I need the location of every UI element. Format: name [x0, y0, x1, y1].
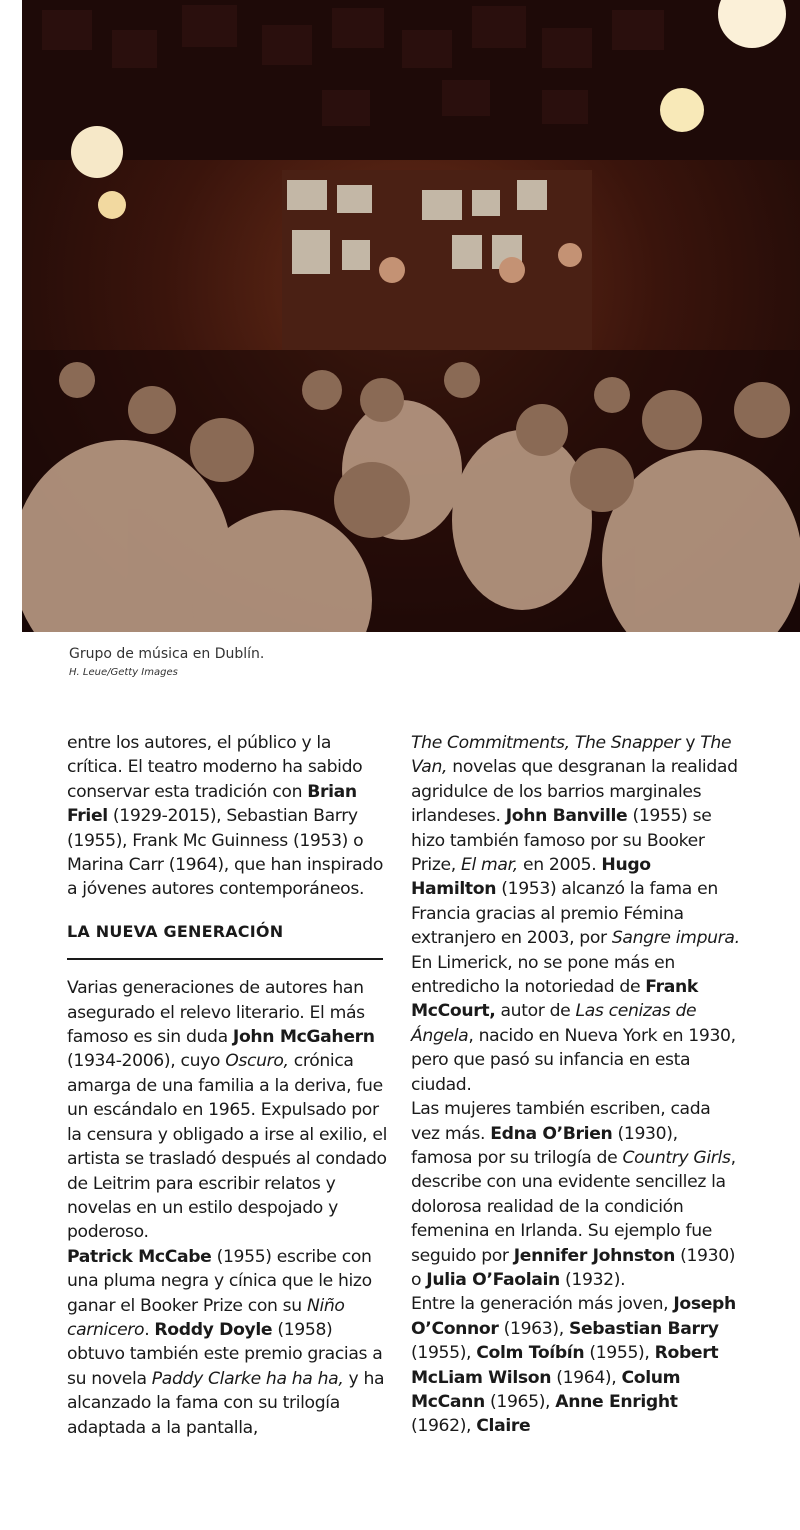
text-run: Varias generaciones de autores han asegurado el relevo literario. El más famoso es sin duda	[67, 978, 365, 1048]
author-name: Roddy Doyle	[154, 1319, 273, 1340]
author-name: Sebastian Barry	[568, 1318, 719, 1339]
text-run: (1934-2006), cuyo	[67, 1051, 226, 1072]
book-title: The Van,	[411, 733, 732, 778]
pub-scene-illustration	[22, 0, 800, 632]
text-run: (1965),	[484, 1391, 556, 1412]
text-run: (1958) obtuvo también este premio gracias a su novela	[67, 1319, 383, 1389]
text-run: Entre la generación más joven,	[411, 1294, 674, 1315]
book-title: Niño carnicero	[67, 1295, 345, 1340]
author-name: Frank McCourt,	[411, 977, 698, 1022]
author-name: John Banville	[505, 806, 628, 827]
paragraph	[411, 1097, 741, 1292]
text-run: (1930) o	[411, 1245, 736, 1290]
author-name: Patrick McCabe	[67, 1246, 212, 1267]
book-title: Country Girls	[622, 1147, 731, 1168]
photo-caption: Grupo de música en Dublín.	[69, 646, 265, 662]
author-name: Colm Toíbín	[476, 1343, 585, 1364]
author-name: Hugo Hamilton	[411, 855, 651, 900]
section-heading: LA NUEVA GENERACIÓN	[67, 920, 383, 960]
book-title: Sangre impura.	[611, 928, 740, 949]
text-run: , describe con una evidente sencillez la dolorosa realidad de la condición femenina en Irlanda. Su ejemplo fue seguido por	[411, 1147, 736, 1266]
paragraph	[67, 1245, 389, 1440]
text-run: (1953) alcanzó la fama en Francia gracias al premio Fémina extranjero en 2003, por	[411, 879, 718, 949]
author-name: Jennifer Johnston	[513, 1245, 675, 1266]
author-name: Claire	[476, 1416, 531, 1437]
text-run: crónica amarga de una familia a la deriva, fue un escándalo en 1965. Expulsado por la censura y obligado a irse al exilio, el artista se trasladó después al condado de Leitrim para escribir relatos y novelas en un estilo despojado y poderoso.	[67, 1051, 388, 1243]
text-run: (1964),	[551, 1367, 622, 1388]
author-name: Anne Enright	[555, 1391, 678, 1412]
text-run: (1963),	[498, 1318, 569, 1339]
text-run: (1932).	[559, 1269, 626, 1290]
book-title: Paddy Clarke ha ha ha,	[151, 1368, 344, 1389]
book-title: Las cenizas de Ángela	[411, 1001, 697, 1046]
text-run: (1955),	[584, 1343, 655, 1364]
text-run: En Limerick, no se pone más en entredicho la notoriedad de	[411, 952, 675, 998]
text-run: y	[680, 733, 701, 753]
author-name: Robert McLiam Wilson	[411, 1343, 719, 1388]
book-title: El mar,	[460, 855, 518, 876]
paragraph	[67, 731, 389, 902]
text-run: , nacido en Nueva York en 1930, pero que pasó su infancia en esta ciudad.	[411, 1025, 736, 1095]
book-title: Oscuro,	[225, 1051, 289, 1072]
author-name: Julia O’Faolain	[426, 1269, 560, 1290]
author-name: Colum McCann	[411, 1367, 681, 1412]
text-run: en 2005.	[517, 855, 602, 876]
text-run: (1929-2015), Sebastian Barry (1955), Frank Mc Guinness (1953) o Marina Carr (1964), que han inspirado a jóvenes autores contemporáneos.	[67, 806, 384, 900]
paragraph	[411, 1292, 741, 1438]
author-name: Joseph O’Connor	[411, 1294, 736, 1339]
photo-credit: H. Leue/Getty Images	[69, 667, 178, 678]
text-run: (1955) escribe con una pluma negra y cínica que le hizo ganar el Booker Prize con su	[67, 1246, 372, 1316]
text-run: novelas que desgranan la realidad agridulce de los barrios marginales irlandeses.	[411, 757, 738, 827]
text-run: (1955) se hizo también famoso por su Booker Prize,	[411, 806, 712, 876]
book-title: The Commitments, The Snapper	[411, 733, 681, 753]
text-column-left	[67, 731, 389, 1440]
text-run: (1962),	[411, 1416, 477, 1437]
paragraph	[67, 976, 389, 1244]
author-name: John McGahern	[232, 1027, 375, 1048]
pub-music-photo	[22, 0, 800, 632]
text-column-right	[411, 731, 741, 1439]
text-run: (1955),	[411, 1343, 477, 1364]
author-name: Brian Friel	[67, 781, 357, 827]
text-run: (1930), famosa por su trilogía de	[411, 1123, 678, 1168]
text-run: .	[144, 1319, 155, 1340]
author-name: Edna O’Brien	[490, 1123, 613, 1144]
paragraph	[411, 731, 741, 1097]
text-run: entre los autores, el público y la crítica. El teatro moderno ha sabido conservar esta tradición con	[67, 733, 363, 802]
text-run: autor de	[495, 1001, 576, 1022]
text-run: Las mujeres también escriben, cada vez más.	[411, 1099, 711, 1144]
text-run: y ha alcanzado la fama con su trilogía adaptada a la pantalla,	[67, 1368, 385, 1438]
